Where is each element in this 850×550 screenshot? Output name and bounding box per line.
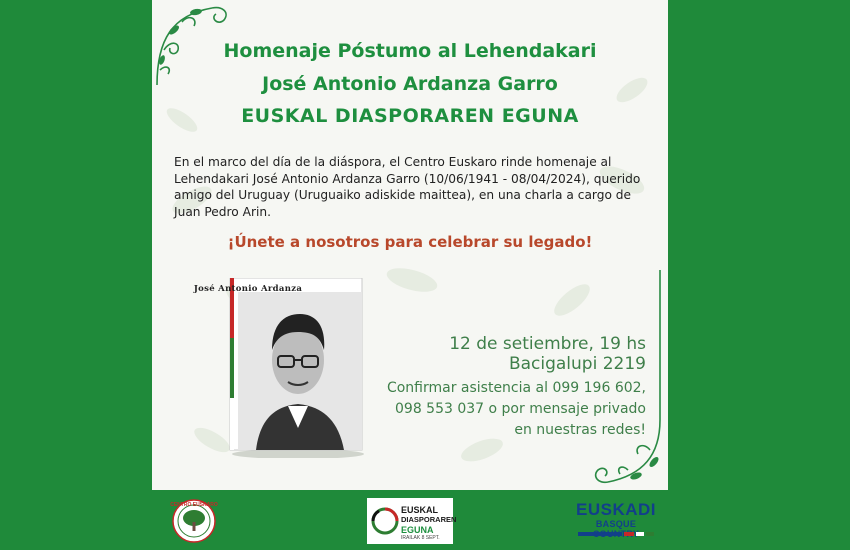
- eguna-line-2: DIASPORAREN: [401, 515, 457, 524]
- centro-euskaro-logo: [168, 498, 220, 544]
- title-line-3: EUSKAL DIASPORAREN EGUNA: [241, 105, 579, 127]
- flag-stripe-icon: [578, 532, 654, 536]
- euskadi-basque-country-logo: [572, 500, 660, 542]
- event-address: Bacigalupi 2219: [508, 354, 646, 374]
- rsvp-line-2: 098 553 037 o por mensaje privado: [395, 401, 646, 417]
- eguna-line-3: EGUNA: [401, 525, 434, 535]
- call-to-action: ¡Únete a nosotros para celebrar su legado!: [227, 233, 593, 251]
- eguna-line-4: IRAILAK 8 SEPT.: [401, 535, 440, 541]
- diaspora-day-logo: [367, 498, 457, 544]
- basque-country-wordmark: BASQUE: [595, 519, 637, 529]
- rsvp-line-3: en nuestras redes!: [514, 422, 646, 438]
- diaspora-emblem-icon: [371, 503, 399, 539]
- rsvp-line-1: Confirmar asistencia al 099 196 602,: [386, 380, 646, 396]
- euskadi-wordmark: EUSKADI: [575, 500, 656, 519]
- sponsor-footer: [152, 490, 668, 550]
- intro-paragraph: En el marco del día de la diáspora, el Centro Euskaro rinde homenaje al Lehendakari José Antonio Ardanza Garro (10/06/1941 - 08/04/2024), querido amigo del Uruguay (Uruguaiko adiskide maittea), en una charla a cargo de Juan Pedro Arin.: [174, 155, 641, 219]
- eguna-line-1: EUSKAL: [401, 505, 439, 515]
- title-line-1: Homenaje Póstumo al Lehendakari: [223, 40, 597, 62]
- event-poster: [152, 0, 668, 550]
- event-date: 12 de setiembre, 19 hs: [449, 334, 646, 354]
- title-line-2: José Antonio Ardanza Garro: [262, 73, 558, 95]
- book-author: José Antonio Ardanza: [193, 284, 303, 294]
- centro-logo-text: CENTRO EUSKARO: [170, 502, 218, 508]
